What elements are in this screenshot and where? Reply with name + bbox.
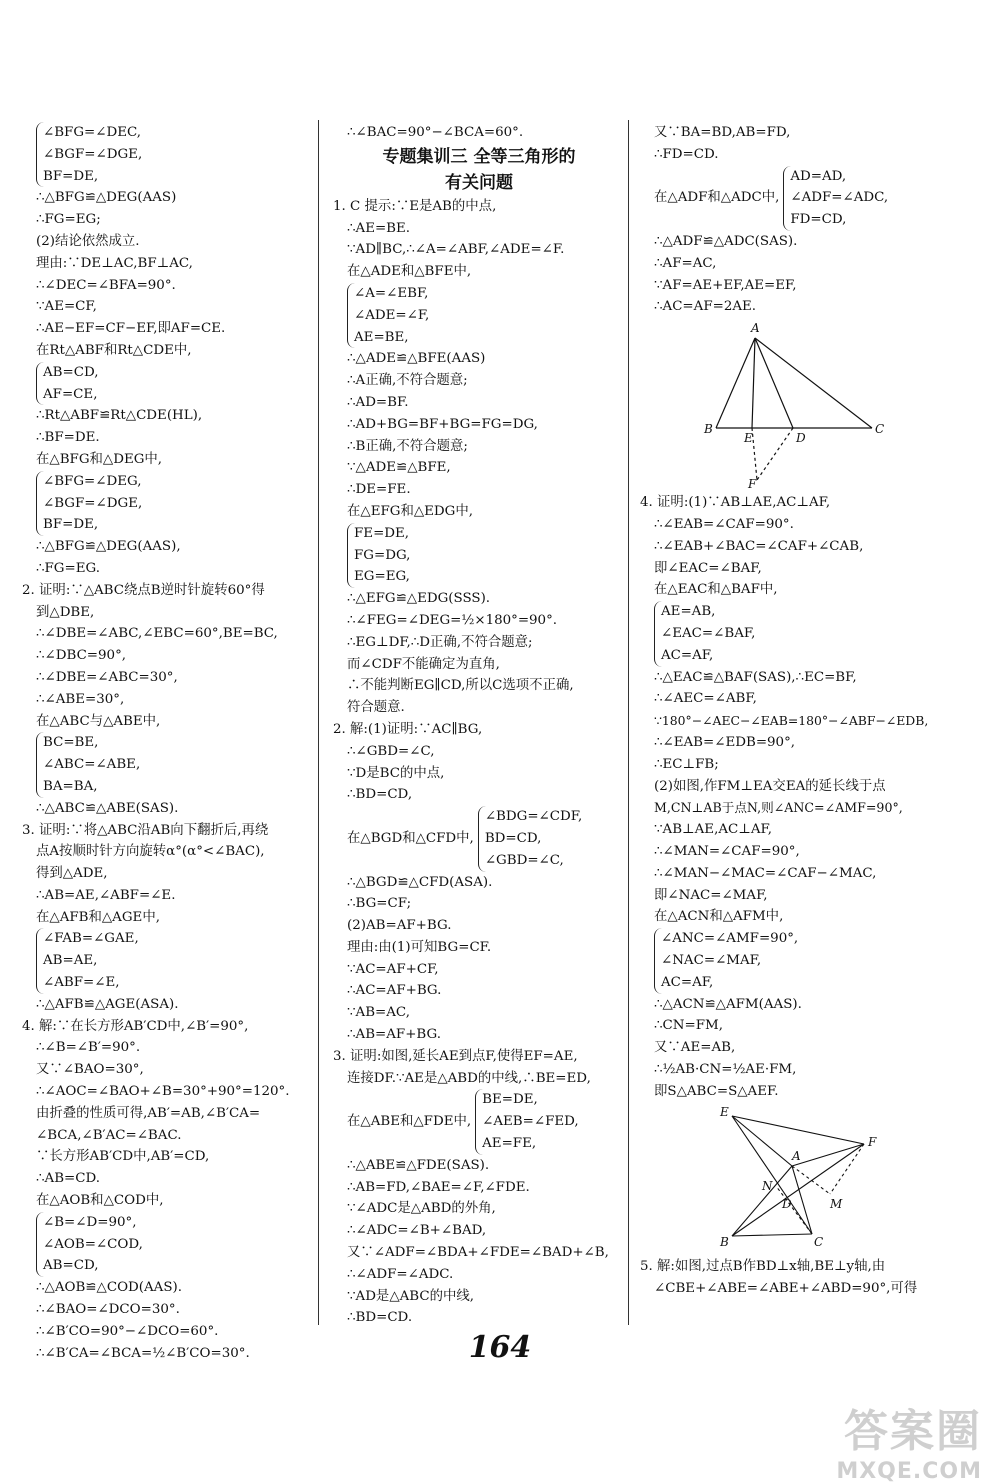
condition-brace (36, 732, 312, 797)
text-line: ∠A=∠EBF, (354, 285, 429, 301)
text-line: ∴FG=EG. (36, 560, 100, 576)
text-line: ∴△BGD≌△CFD(ASA). (347, 874, 493, 890)
text-line: ∴B正确,不符合题意; (347, 438, 468, 454)
text-line: ∠CBE+∠ABE=∠ABE+∠ABD=90°,可得 (654, 1281, 918, 1297)
text-line: ∴A正确,不符合题意; (347, 373, 468, 389)
question-2-start: 2. 证明:∵△ABC绕点B逆时针旋转60°得 (22, 582, 265, 598)
text-line: AC=AF, (661, 974, 714, 990)
text-line: BE=DE, (482, 1092, 538, 1108)
text-line: ∠B=∠D=90°, (43, 1214, 137, 1230)
text-line: ∠EAC=∠BAF, (661, 625, 756, 641)
text-line: ∠NAC=∠MAF, (661, 952, 762, 968)
text-line: ∴FG=EG; (36, 212, 101, 228)
text-line: BA=BA, (43, 778, 98, 794)
text-line: ∴FD=CD. (654, 146, 719, 162)
question-4-start: 4. 证明:(1)∵AB⊥AE,AC⊥AF, (640, 495, 831, 511)
text-line: ∵AB=AC, (347, 1005, 410, 1021)
label-D: D (782, 1197, 792, 1212)
text-line: ∠BGF=∠DGE, (43, 146, 143, 162)
text-line: ∠BCA,∠B′AC=∠BAC. (36, 1127, 182, 1143)
text-line: ∴AB=CD. (36, 1171, 101, 1187)
text-line: 而∠CDF不能确定为直角, (347, 656, 500, 672)
condition-brace (36, 362, 312, 406)
text-line: ∴∠MAN−∠MAC=∠CAF−∠MAC, (654, 865, 877, 881)
text-line: AF=CE, (43, 386, 98, 402)
text-line: AE=AB, (661, 604, 716, 620)
text-line: ∠ABF=∠E, (43, 975, 120, 991)
watermark-url: MXQE.COM (836, 1459, 982, 1484)
text-line: ∵180°−∠AEC−∠EAB=180°−∠ABF−∠EDB, (654, 713, 929, 729)
text-line: ∴BF=DE. (36, 430, 100, 446)
condition-brace (36, 1212, 312, 1277)
text-line: ∴∠DEC=∠BFA=90°. (36, 277, 176, 293)
text-line: ∴EG⊥DF,∴D正确,不符合题意; (347, 634, 533, 650)
text-line: AB=AE, (43, 953, 98, 969)
text-line: ∵D是BC的中点, (347, 765, 445, 781)
text-line: 在Rt△ABF和Rt△CDE中, (36, 342, 192, 358)
text-line: ∴∠ADC=∠B+∠BAD, (347, 1223, 487, 1239)
label-F: F (748, 477, 757, 491)
condition-brace (36, 471, 312, 536)
text-line: ∴∠DBE=∠ABC,∠EBC=60°,BE=BC, (36, 626, 278, 642)
text-line: ∴∠MAN=∠CAF=90°, (654, 843, 800, 859)
text-line: 连接DF.∵AE是△ABD的中线,∴BE=ED, (347, 1070, 591, 1086)
text-line: 点A按顺时针方向旋转α°(α°<∠BAC), (36, 844, 265, 860)
text-line: ∵AE=CF, (36, 299, 97, 315)
condition-brace (347, 283, 625, 348)
text-line: 得到△ADE, (36, 866, 108, 882)
text-line: BD=CD, (484, 830, 542, 846)
text-line: FG=DG, (354, 547, 411, 563)
question-3-start: 3. 证明:∵将△ABC沿AB向下翻折后,再绕 (22, 822, 269, 838)
text-line: 在△ABE和△FDE中, (347, 1114, 472, 1130)
text-line: ∴∠DBE=∠ABC=30°, (36, 669, 178, 685)
label-C: C (875, 422, 885, 437)
text-line: 在△ADE和△BFE中, (347, 264, 472, 280)
inline-condition (333, 806, 625, 871)
column-divider-2 (628, 120, 629, 1325)
section-heading-line2: 有关问题 (445, 172, 513, 193)
text-line: ∴∠DBC=90°, (36, 648, 127, 664)
text-line: ∴△EAC≌△BAF(SAS),∴EC=BF, (654, 669, 857, 685)
text-line: 在△AFB和△AGE中, (36, 909, 160, 925)
text-line: ∵∠ADC是△ABD的外角, (347, 1201, 496, 1217)
label-C: C (814, 1235, 824, 1250)
text-line: 符合题意. (347, 700, 405, 716)
text-line: ∴∠EAB+∠BAC=∠CAF+∠CAB, (654, 538, 864, 554)
text-line: ∴∠BAO=∠DCO=30°. (36, 1302, 180, 1318)
label-B: B (720, 1235, 729, 1250)
text-line: ∴DE=FE. (347, 482, 411, 498)
label-F: F (868, 1135, 877, 1150)
text-line: ∴BG=CF; (347, 896, 412, 912)
text-line: ∠AOB=∠COD, (43, 1236, 143, 1252)
text-line: ∴AF=AC, (654, 255, 717, 271)
text-line: ∵AC=AF+CF, (347, 961, 439, 977)
text-line: ∠ADF=∠ADC, (790, 190, 889, 206)
text-line: ∠ANC=∠AMF=90°, (661, 931, 799, 947)
text-line: ∴AB=AE,∠ABF=∠E. (36, 887, 176, 903)
label-N: N (762, 1179, 773, 1194)
column-right (640, 122, 940, 1300)
question-3-start: 3. 证明:如图,延长AE到点F,使得EF=AE, (333, 1048, 578, 1064)
text-line: ∵AD∥BC,∴∠A=∠ABF,∠ADE=∠F. (347, 242, 565, 258)
text-line: ∵AF=AE+EF,AE=EF, (654, 277, 797, 293)
text-line: ∴△ADE≌△BFE(AAS) (347, 351, 486, 367)
text-line: ∴CN=FM, (654, 1018, 723, 1034)
section-heading: 专题集训三 全等三角形的 (382, 146, 576, 167)
text-line: ∴∠ADF=∠ADC. (347, 1266, 454, 1282)
condition-brace (654, 928, 940, 993)
text-line: ∠AEB=∠FED, (482, 1114, 579, 1130)
text-line: ∴BD=CD. (347, 1310, 413, 1326)
text-line: ∠GBD=∠C, (484, 852, 564, 868)
text-line: 即∠NAC=∠MAF, (654, 887, 768, 903)
text-line: BC=BE, (43, 735, 99, 751)
condition-brace (654, 601, 940, 666)
text-line: ∴∠EAB=∠EDB=90°, (654, 734, 796, 750)
text-line: ∴△ABE≌△FDE(SAS). (347, 1157, 490, 1173)
text-line: ∵AD是△ABC的中线, (347, 1288, 475, 1304)
text-line: ∴BD=CD, (347, 787, 413, 803)
text-line: ∠BFG=∠DEC, (43, 125, 142, 140)
text-line: ∴Rt△ABF≌Rt△CDE(HL), (36, 408, 203, 424)
text-line: 在△ABC与△ABE中, (36, 713, 161, 729)
condition-brace (783, 166, 888, 231)
condition-brace (36, 122, 312, 187)
page-number: 164 (468, 1330, 532, 1365)
label-E: E (744, 431, 753, 446)
text-line: BF=DE, (43, 168, 99, 184)
text-line: (2)AB=AF+BG. (347, 918, 452, 934)
text-line: ∴∠B′CO=90°−∠DCO=60°. (36, 1323, 219, 1339)
text-line: AC=AF, (661, 647, 714, 663)
text-line: ∴∠B′CA=∠BCA=½∠B′CO=30°. (36, 1345, 250, 1361)
text-line: AD=AD, (790, 168, 847, 184)
text-line: ∠BGF=∠DGE, (43, 495, 143, 511)
column-divider-1 (318, 120, 319, 1325)
text-line: (2)如图,作FM⊥EA交EA的延长线于点 (654, 778, 886, 794)
text-line: EG=EG, (354, 569, 410, 585)
text-line: ∴△EFG≌△EDG(SSS). (347, 591, 491, 607)
condition-brace (475, 1089, 579, 1154)
text-line: ∠BDG=∠CDF, (484, 809, 583, 825)
text-line: ∴AE−EF=CF−EF,即AF=CE. (36, 321, 226, 337)
column-middle (333, 122, 625, 1329)
text-line: 又∵∠BAO=30°, (36, 1062, 144, 1078)
triangle-figure-1 (640, 320, 920, 490)
condition-brace (36, 928, 312, 993)
text-line: ∠ADE=∠F, (354, 307, 430, 323)
text-line: 即S△ABC=S△AEF. (654, 1083, 779, 1099)
text-line: ∴△BFG≌△DEG(AAS), (36, 539, 181, 555)
text-line: FE=DE, (354, 525, 410, 541)
question-5-start: 5. 解:如图,过点B作BD⊥x轴,BE⊥y轴,由 (640, 1259, 886, 1275)
text-line: 在△BFG和△DEG中, (36, 451, 163, 467)
text-line: 理由:∵DE⊥AC,BF⊥AC, (36, 255, 193, 271)
text-line: ∴∠BAC=90°−∠BCA=60°. (347, 125, 524, 140)
label-A: A (751, 321, 760, 336)
text-line: AE=FE, (482, 1136, 537, 1152)
text-line: ∴AB=AF+BG. (347, 1027, 441, 1043)
text-line: 在△ACN和△AFM中, (654, 909, 784, 925)
text-line: ∴∠FEG=∠DEG=½×180°=90°. (347, 612, 558, 628)
text-line: ∴△AOB≌△COD(AAS). (36, 1280, 183, 1296)
text-line: ∴AD=BF. (347, 394, 409, 410)
text-line: ∴∠ABE=30°, (36, 691, 125, 707)
text-line: 在△ADF和△ADC中, (654, 190, 780, 206)
text-line: ∴AB=FD,∠BAE=∠F,∠FDE. (347, 1179, 530, 1195)
text-line: AB=CD, (43, 1258, 99, 1274)
label-B: B (704, 422, 713, 437)
text-line: 又∵∠ADF=∠BDA+∠FDE=∠BAD+∠B, (347, 1245, 609, 1261)
text-line: M,CN⊥AB于点N,则∠ANC=∠AMF=90°, (654, 800, 903, 816)
question-2-start: 2. 解:(1)证明:∵AC∥BG, (333, 721, 483, 737)
text-line: (2)结论依然成立. (36, 233, 140, 249)
text-line: ∴△ACN≌△AFM(AAS). (654, 996, 802, 1012)
text-line: ∴AC=AF+BG. (347, 983, 442, 999)
text-line: 在△AOB和△COD中, (36, 1193, 164, 1209)
text-line: ∴△BFG≌△DEG(AAS) (36, 190, 177, 206)
text-line: ∴AD+BG=BF+BG=FG=DG, (347, 416, 538, 432)
label-A: A (792, 1149, 801, 1164)
text-line: ∠BFG=∠DEG, (43, 473, 142, 489)
text-line: ∴∠AOC=∠BAO+∠B=30°+90°=120°. (36, 1084, 290, 1100)
watermark-main: 答案圈 (844, 1406, 982, 1457)
text-line: 又∵BA=BD,AB=FD, (654, 125, 791, 140)
label-D: D (796, 431, 806, 446)
text-line: ∴AC=AF=2AE. (654, 299, 757, 315)
text-line: ∴△ABC≌△ABE(SAS). (36, 800, 179, 816)
text-line: ∴∠B=∠B′=90°. (36, 1040, 141, 1056)
text-line: ∠FAB=∠GAE, (43, 931, 139, 947)
text-line: ∴△AFB≌△AGE(ASA). (36, 996, 179, 1012)
text-line: 由折叠的性质可得,AB′=AB,∠B′CA= (36, 1105, 261, 1121)
text-line: ∵AB⊥AE,AC⊥AF, (654, 822, 772, 838)
condition-brace (347, 523, 625, 588)
text-line: 在△EFG和△EDG中, (347, 503, 473, 519)
text-line: ∵长方形AB′CD中,AB′=CD, (36, 1149, 210, 1165)
inline-condition (333, 1089, 625, 1154)
text-line: 又∵AE=AB, (654, 1040, 736, 1056)
text-line: ∴不能判断EG∥CD,所以C选项不正确, (347, 678, 574, 694)
text-line: 到△DBE, (36, 604, 95, 620)
text-line: ∠ABC=∠ABE, (43, 757, 141, 773)
text-line: ∴∠AEC=∠ABF, (654, 691, 757, 707)
text-line: 即∠EAC=∠BAF, (654, 560, 762, 576)
column-left (22, 122, 312, 1364)
inline-condition (640, 166, 940, 231)
text-line: ∴∠EAB=∠CAF=90°. (654, 516, 794, 532)
text-line: 在△BGD和△CFD中, (347, 830, 474, 846)
question-1-start: 1. C 提示:∵E是AB的中点, (333, 198, 497, 214)
text-line: 在△EAC和△BAF中, (654, 582, 778, 598)
text-line: AE=BE, (354, 329, 409, 345)
label-E: E (720, 1105, 729, 1120)
text-line: AB=CD, (43, 364, 99, 380)
text-line: ∴∠GBD=∠C, (347, 743, 435, 759)
triangle-figure-2 (640, 1104, 920, 1254)
text-line: FD=CD, (790, 212, 847, 228)
text-line: 理由:由(1)可知BG=CF. (347, 939, 492, 955)
label-M: M (830, 1197, 843, 1212)
text-line: ∵△ADE≌△BFE, (347, 460, 451, 476)
text-line: ∴△ADF≌△ADC(SAS). (654, 233, 798, 249)
text-line: ∴AE=BE. (347, 220, 411, 236)
text-line: BF=DE, (43, 517, 99, 533)
condition-brace (478, 806, 582, 871)
text-line: ∴EC⊥FB; (654, 756, 719, 772)
question-4-start: 4. 解:∵在长方形AB′CD中,∠B′=90°, (22, 1018, 249, 1034)
text-line: ∴½AB·CN=½AE·FM, (654, 1061, 797, 1077)
